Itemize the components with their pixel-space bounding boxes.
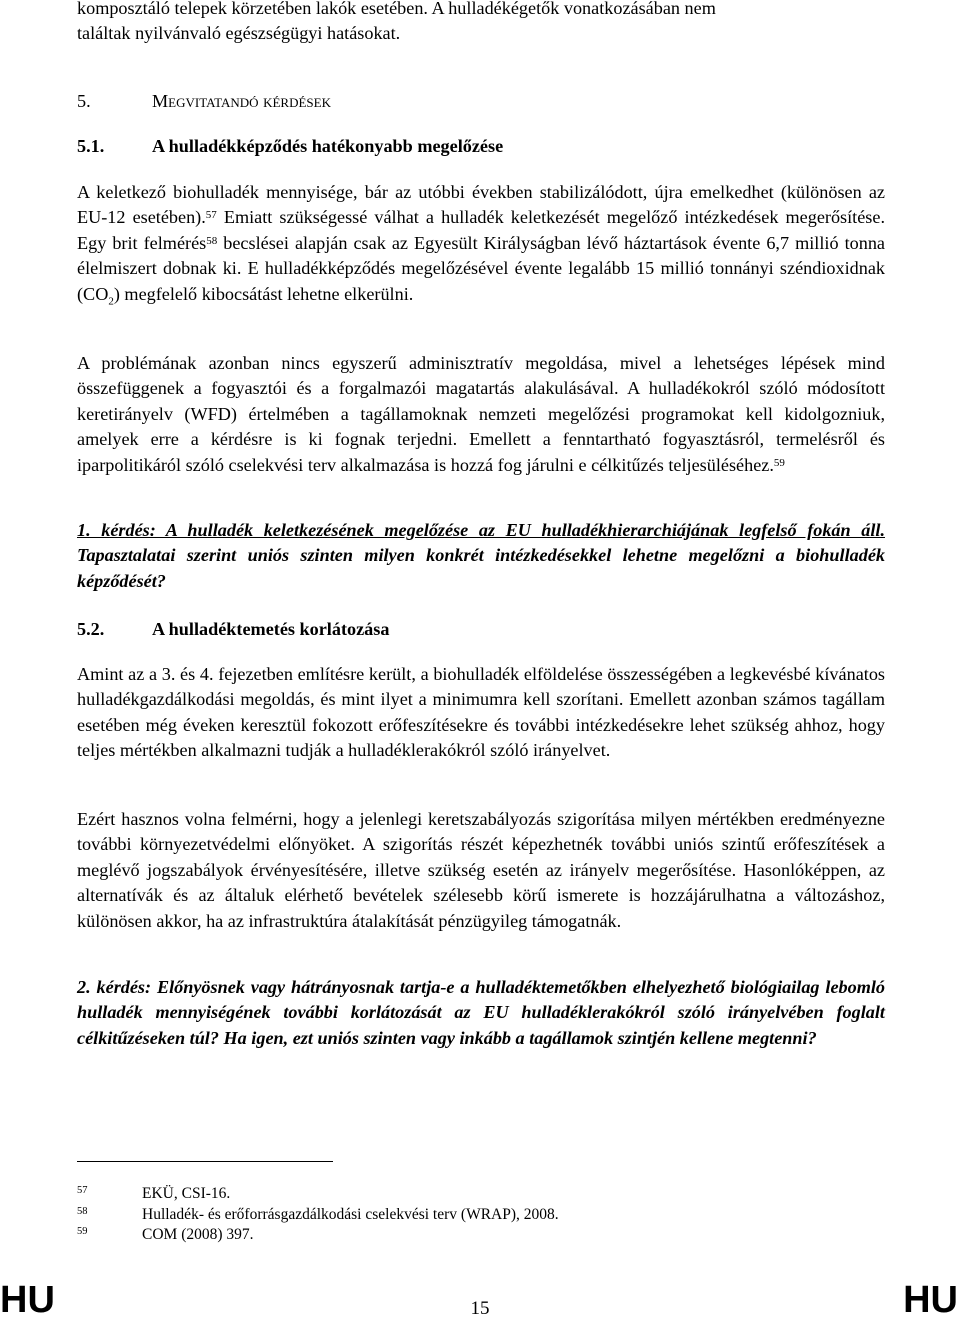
section-number: 5.2. — [77, 619, 105, 639]
footer-language-right: HU — [903, 1279, 958, 1321]
text-run: A problémának azonban nincs egyszerű adminisztratív megoldása, mivel a lehetséges lépések mind összefüggenek a fogyasztói és a forgalmazói magatartás alakulásával. A hulladékokról szóló módosított keretirányelv (WFD) értelmében a tagállamoknak nemzeti megelőzési programokat kell kidolgozniuk, amelyek erre a kérdésre is ki fognak terjedni. Emellett a fenntartható fogyasztásról, termelésről és iparpolitikáról szóló cselekvési terv alkalmazása is hozzá fog járulni e célkitűzés teljesüléséhez. — [77, 353, 885, 475]
question-1 — [77, 518, 885, 594]
footnote-ref-59: 59 — [773, 456, 785, 469]
section-number: 5. — [77, 91, 91, 111]
section-title: A hulladéktemetés korlátozása — [152, 619, 390, 639]
question-1-underlined: 1. kérdés: A hulladék keletkezésének megelőzése az EU hulladékhierarchiájának legfelső fokán áll. — [77, 520, 885, 540]
footnote-text: EKÜ, CSI-16. — [142, 1185, 231, 1202]
subscript-2: 2 — [108, 295, 114, 308]
paragraph-landfill: Amint az a 3. és 4. fejezetben említésre került, a biohulladék elföldelése összességében a legkevésbé kívánatos hulladékgazdálkodási megoldás, és mint ilyet a minimumra kell szorítani. Emellett azonban számos tagállam esetében még éveken keresztül fokozott erőfeszítésekre és további intézkedésekre lehet szükség ahhoz, hogy teljes mértékben alkalmazni tudják a hulladéklerakókról szóló irányelvet. — [77, 664, 885, 761]
section-heading-5-2 — [77, 617, 389, 642]
footnote-ref-58: 58 — [206, 234, 218, 247]
section-heading-5 — [77, 89, 331, 114]
text-run: A keletkező biohulladék mennyisége, bár az utóbbi években stabilizálódott, újra emelkedhet (különösen az EU-12 esetében). — [77, 182, 885, 228]
section-title: A hulladékképződés hatékonyabb megelőzése — [152, 136, 504, 156]
question-1-rest: Tapasztalatai szerint uniós szinten milyen konkrét intézkedésekkel lehetne megelőzni a biohulladék képződését? — [77, 545, 885, 591]
paragraph-intro — [77, 0, 885, 47]
section-title: Megvitatandó kérdések — [152, 91, 331, 111]
footnote-mark: 59 — [77, 1226, 88, 1237]
footnote-separator — [77, 1161, 333, 1162]
footnote-57 — [77, 1184, 230, 1204]
footnote-ref-57: 57 — [205, 209, 217, 222]
footnote-text: Hulladék- és erőforrásgazdálkodási cselekvési terv (WRAP), 2008. — [142, 1206, 559, 1223]
text-run: ) megfelelő kibocsátást lehetne elkerülni. — [113, 283, 414, 304]
intro-line-1: komposztáló telepek körzetében lakók esetében. A hulladékégetők vonatkozásában nem — [77, 0, 716, 18]
section-number: 5.1. — [77, 136, 105, 156]
paragraph-problem — [77, 351, 885, 478]
footnote-58 — [77, 1205, 559, 1225]
text-run: becslései alapján csak az Egyesült Királyságban lévő háztartások évente 6,7 millió tonna élelmiszert dobnak ki. E hulladékképződés megelőzésével évente legalább 15 millió tonnányi széndioxidnak (CO — [77, 232, 885, 304]
paragraph-biowaste-amount — [77, 180, 885, 315]
footnote-mark: 58 — [77, 1206, 88, 1217]
section-heading-5-1 — [77, 134, 503, 159]
intro-line-2: találtak nyilvánvaló egészségügyi hatásokat. — [77, 23, 401, 44]
paragraph-assessment: Ezért hasznos volna felmérni, hogy a jelenlegi keretszabályozás szigorítása milyen mértékben eredményezne további környezetvédelmi előnyöket. A szigorítás részét képezhetnék további uniós szintű erőfeszítések a meglévő jogszabályok érvényesítésére, illetve szükség esetén az irányelv megerősítése. Hasonlóképpen, az alternatívák és az általuk elérhető bevételek szélesebb körű ismerete is hozzájárulhatna a változáshoz, különösen akkor, ha az infrastruktúra átalakítását pénzügyileg támogatnák. — [77, 809, 885, 931]
footer-language-left: HU — [0, 1279, 55, 1321]
footnote-text: COM (2008) 397. — [142, 1226, 254, 1243]
question-2: 2. kérdés: Előnyösnek vagy hátrányosnak tartja-e a hulladéktemetőkben elhelyezhető biológiailag lebomló hulladék mennyiségének további korlátozását az EU hulladéklerakókról szóló irányelvében foglalt célkitűzéseken túl? Ha igen, ezt uniós szinten vagy inkább a tagállamok szintjén kellene megtenni? — [77, 977, 885, 1048]
page-number: 15 — [470, 1298, 490, 1319]
footnote-59 — [77, 1225, 254, 1245]
footnote-mark: 57 — [77, 1185, 88, 1196]
text-run: Emiatt szükségessé válhat a hulladék keletkezését megelőző intézkedések megerősítése. Egy brit felmérés — [77, 207, 885, 253]
